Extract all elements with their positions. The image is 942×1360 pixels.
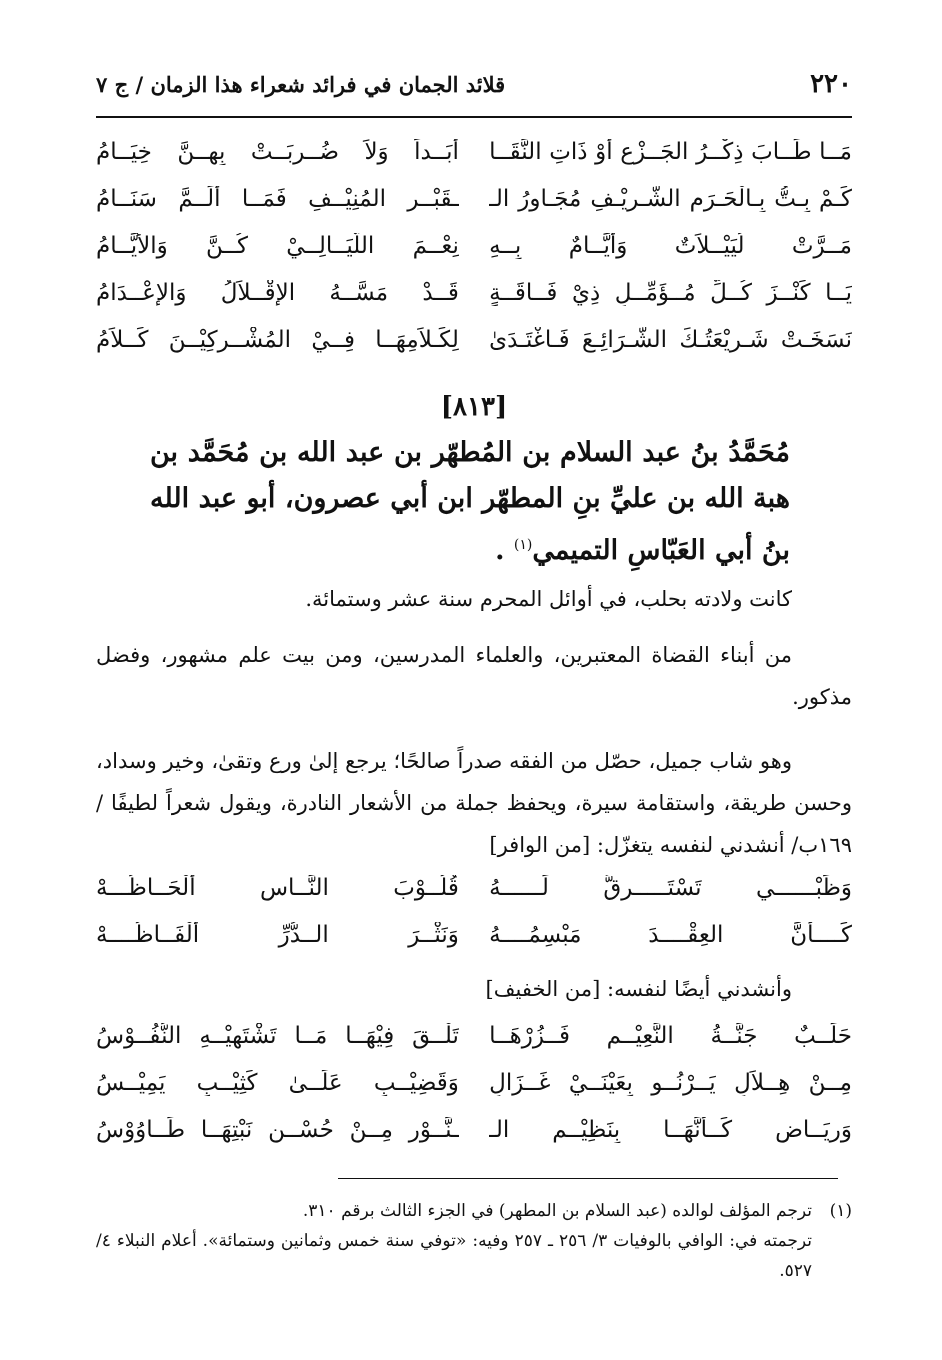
page-header: [96, 62, 852, 106]
hemistich-first: وَرِيَــاضٍ كَــأَنَّهَــا بِنَظِيْــمِ الـ: [489, 1116, 852, 1143]
hemistich-second: قُلُــوْبَ النَّــاسِ أَلْحَــاظُـــهْ: [96, 874, 459, 901]
hemistich-first: حَلَــبٌ جَنَّــةُ النَّعِيْــمِ فَــزُرْهَــا: [489, 1022, 852, 1049]
hemistich-first: يَــا كَنْــزَ كُــلِّ مُــؤَمِّــلٍ ذِيْ فَــاقَــةٍ: [489, 279, 852, 306]
hemistich-first: مِــنْ هِــلاَلٍ يَــرْنُــو بِعَيْنَــيْ غَــزَالٍ: [489, 1069, 852, 1096]
couplet: [96, 1106, 852, 1153]
footnote-text: ترجم المؤلف لوالده (عبد السلام بن المطهر) في الجزء الثالث برقم ٣١٠.: [302, 1201, 812, 1221]
couplet: [96, 864, 852, 911]
hemistich-second: وَنَثْــرَ الــدُّرِّ أَلْفَــاظُــــهْ: [96, 921, 459, 948]
paragraph-lineage: من أبناء القضاة المعتبرين، والعلماء المدرسين، ومن بيت علم مشهور، وفضل مذكور.: [96, 643, 852, 709]
couplet: [96, 128, 852, 175]
poem-block-3: [96, 1012, 852, 1153]
couplet: [96, 911, 852, 958]
hemistich-second: ـقَبْــرِ المُنِيْــفِ فَمَــا أَلَــمَّ سَنَــامُ: [96, 185, 459, 212]
footnote-mark: (١): [829, 1201, 852, 1221]
paragraph-birth: كانت ولادته بحلب، في أوائل المحرم سنة عشر وستمائة.: [305, 587, 792, 611]
hemistich-second: نِعْــمَ اللَّيَــالِــيْ كُــنَّ وَالأَيَّــامُ: [96, 232, 459, 259]
hemistich-second: لِكَـلاَمِهَــا فِــيْ المُشْــرِكِيْــنَ كَــلاَمُ: [96, 326, 459, 353]
couplet: [96, 1059, 852, 1106]
couplet: [96, 269, 852, 316]
title-end: .: [495, 535, 514, 566]
hemistich-first: مَــرَّتْ لُيَيْــلاَتٌ وَأَيَّــامٌ بِــهِ: [489, 232, 852, 259]
header-rule: [96, 116, 852, 118]
footnote-continuation: ترجمته في: الوافي بالوفيات ٣/ ٢٥٦ ـ ٢٥٧ وفيه: «توفي سنة خمس وثمانين وستمائة». أعلام النبلاء ٤/ ٥٢٧.: [96, 1231, 812, 1281]
couplet: [96, 175, 852, 222]
hemistich-first: كَــــأَنَّ العِقْــــدَ مَبْسِمُــــهُ: [489, 921, 852, 948]
running-title: قلائد الجمان في فرائد شعراء هذا الزمان / ج ٧: [96, 71, 506, 97]
footnote-rule: [338, 1178, 838, 1179]
biography-name: مُحَمَّدُ بنُ عبد السلام بن المُطهّر بن عبد الله بن مُحَمَّد بن هبة الله بن عليِّ بنِ المطهّر ابن أبي عصرون، أبو عبد الله بنُ أبي العَبّاسِ التميمي: [150, 437, 790, 566]
couplet: [96, 316, 852, 363]
footnote-reference: (١): [513, 537, 533, 553]
page-number: ٢٢٠: [810, 69, 852, 99]
couplet: [96, 222, 852, 269]
hemistich-first: وَظَبْــــــيٍ تَسْتَـــــرِقُّ لَــــــهُ: [489, 874, 852, 901]
paragraph-intro-verse: وأنشدني أيضًا لنفسه: [من الخفيف]: [485, 977, 792, 1001]
hemistich-first: كَـمْ بِـتُّ بِـالْحَـرَمِ الشَّـرِيْـفِ مُجَـاوِرُ الـ: [489, 185, 852, 212]
hemistich-first: مَــا طَــابَ ذِكْــرُ الجَــزْعِ أَوْ ذَاتِ النَّقَــا: [489, 138, 852, 165]
paragraph-description: وهو شاب جميل، حصّل من الفقه صدراً صالحًا؛ يرجع إلىٰ ورع وتقىٰ، وخير وسداد، وحسن طريقة، واستقامة سيرة، ويحفظ جملة من الأشعار النادرة، ويقول شعراً لطيفًا / ١٦٩ب/ أنشدني لنفسه يتغزّل: [من الوافر]: [96, 749, 852, 857]
biography-title: [150, 430, 790, 574]
hemistich-second: ـنَّــوْرِ مِــنْ حُسْــنِ نَبْتِهَــا طَــاوُوْسُ: [96, 1116, 459, 1143]
couplet: [96, 1012, 852, 1059]
entry-number: [٨١٣]: [440, 392, 508, 422]
footnote: [96, 1196, 852, 1226]
footnotes: [96, 1196, 852, 1286]
poem-block-2: [96, 864, 852, 958]
hemistich-first: نَسَخَـتْ شَـرِيْعَتُـكَ الشَّـرَائِـعَ فَـاغْتَـدَىٰ: [489, 326, 852, 353]
hemistich-second: قَــدْ مَسَّــهُ الإِقْــلاَلُ وَالإِعْــدَامُ: [96, 279, 459, 306]
hemistich-second: وَقَضِيْــبٍ عَلَــىٰ كَثِيْــبٍ يَمِيْــسُ: [96, 1069, 459, 1096]
hemistich-second: تَلْــقَ فِيْهَــا مَــا تَشْتَهِيْــهِ النُّفُــوْسُ: [96, 1022, 459, 1049]
poem-block-1: [96, 128, 852, 363]
hemistich-second: أَبَــداً وَلاَ ضُــرِبَــتْ بِهِــنَّ خِيَــامُ: [96, 138, 459, 165]
